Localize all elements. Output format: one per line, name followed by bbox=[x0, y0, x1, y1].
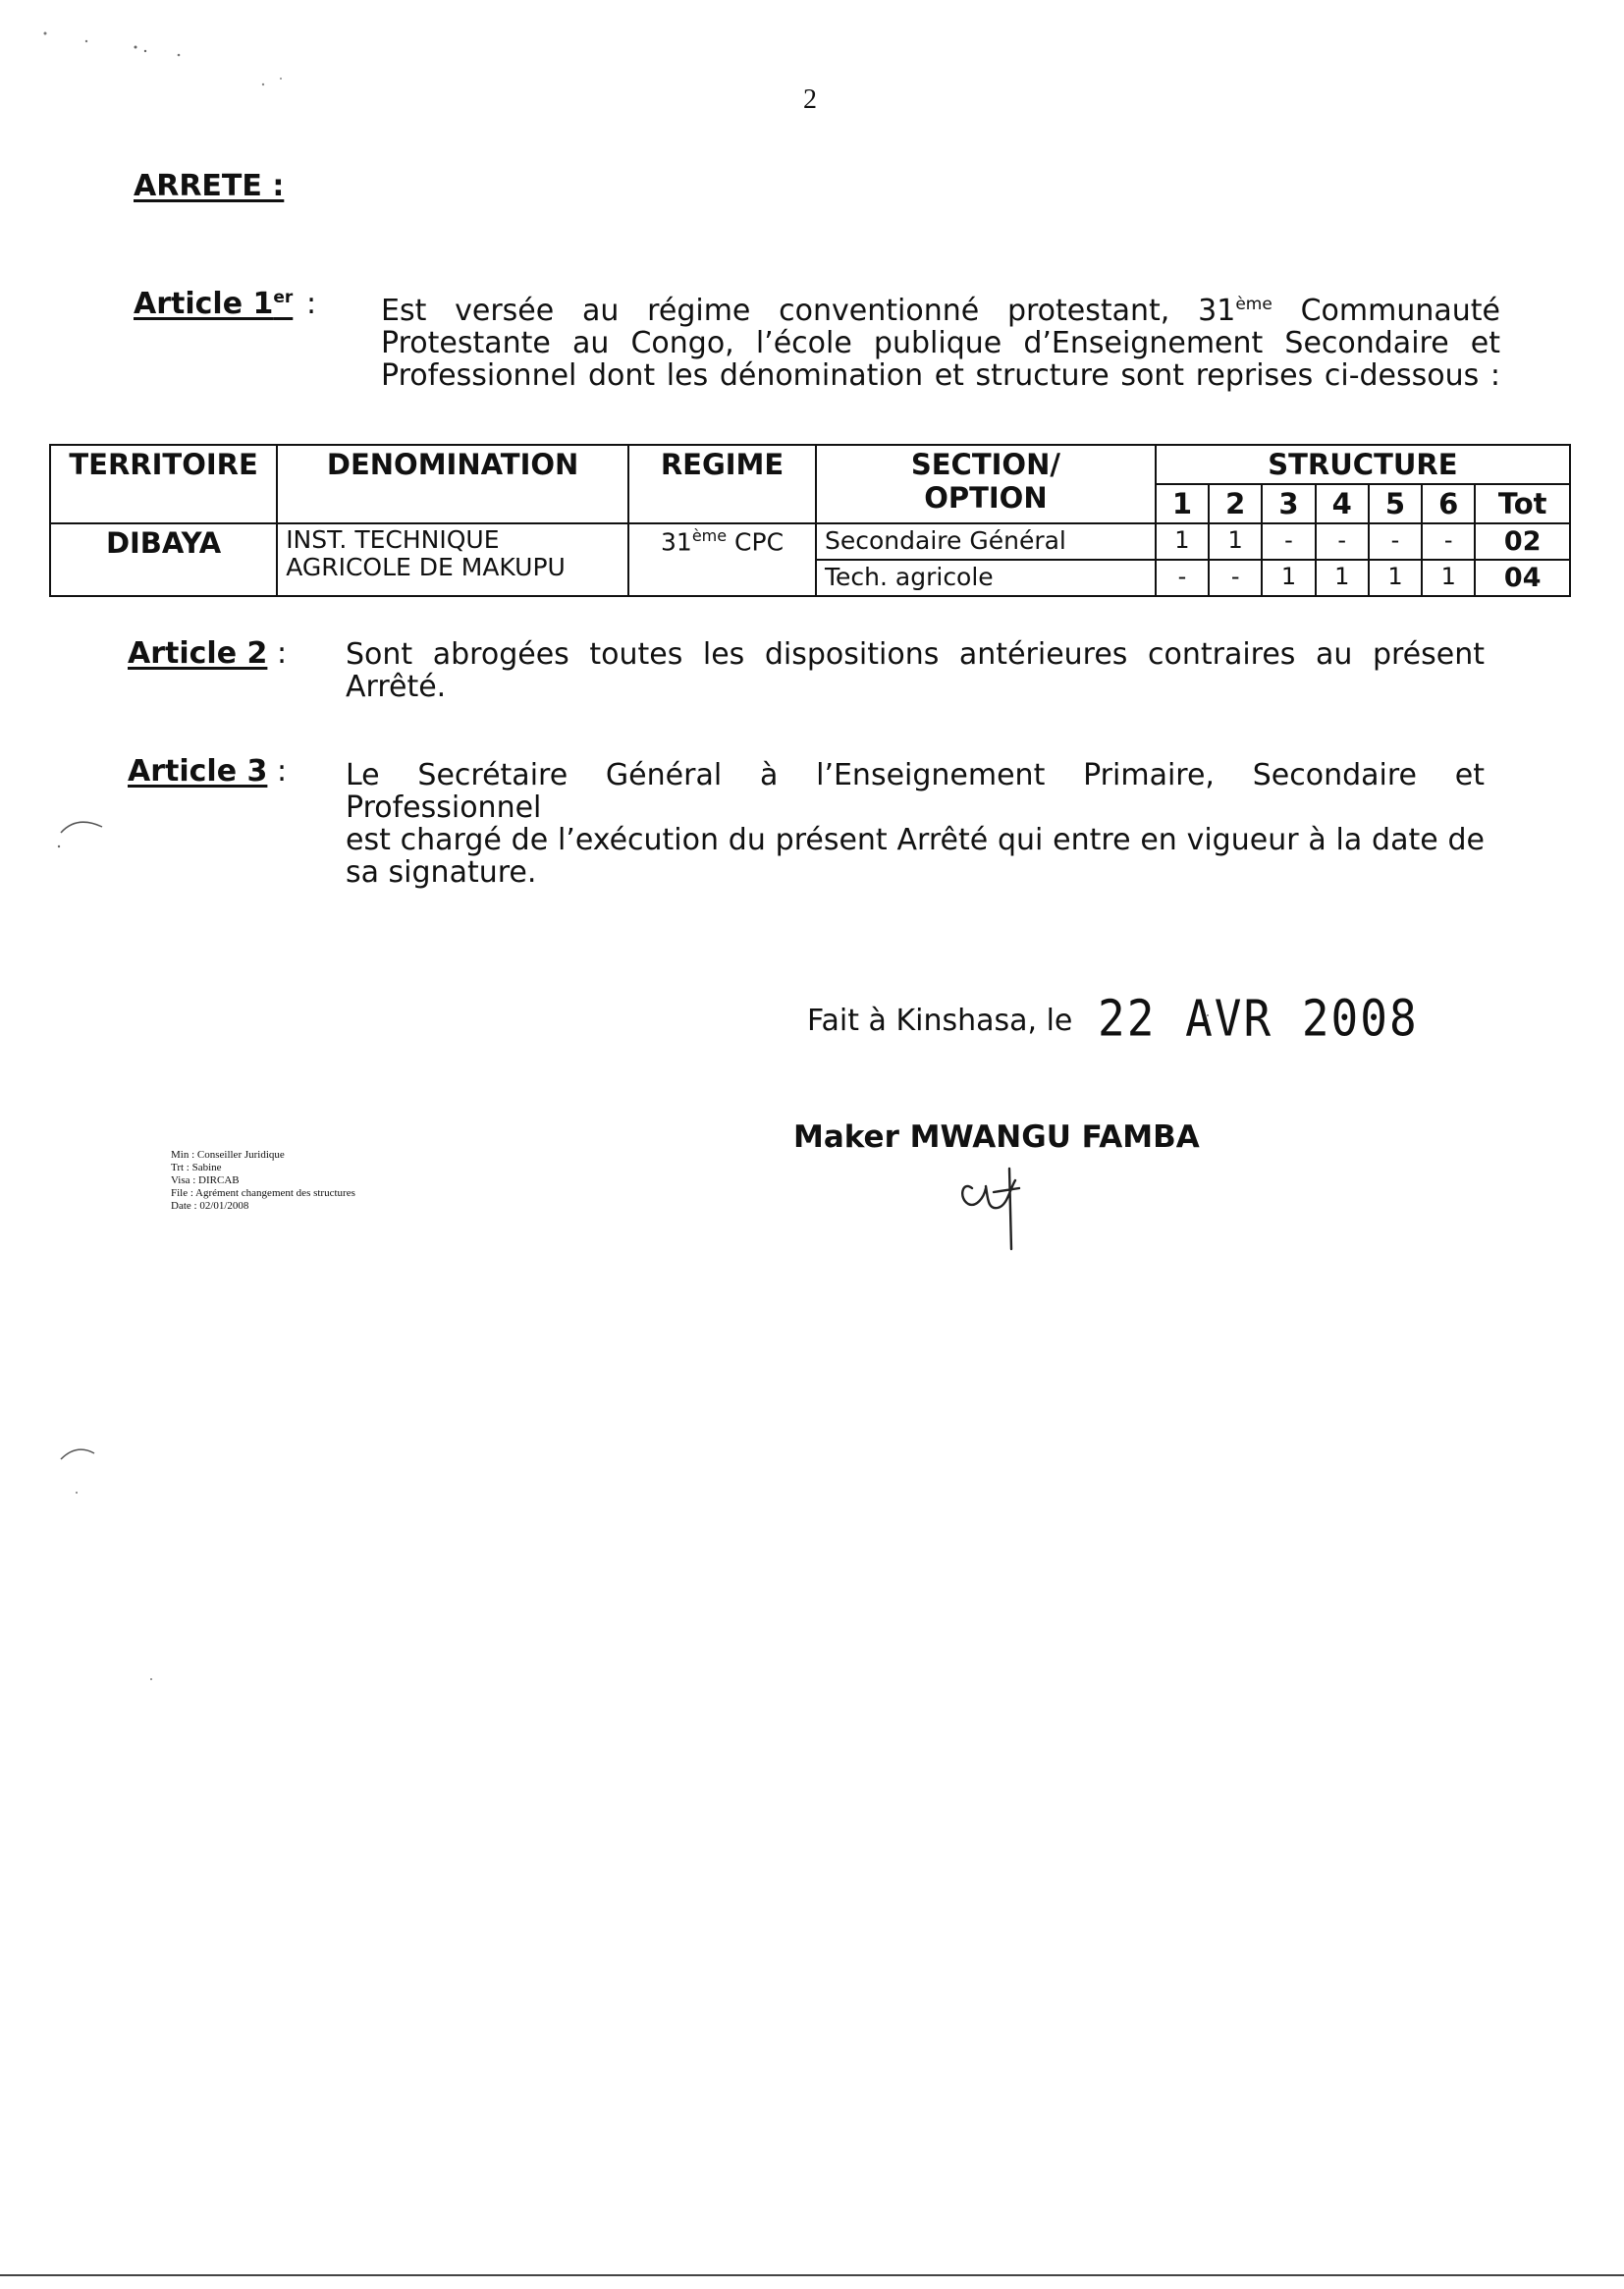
cell-r2-c2: - bbox=[1209, 560, 1262, 596]
article-3-line-1: Le Secrétaire Général à l’Enseignement Primaire, Secondaire et Professionnel bbox=[346, 758, 1485, 825]
header-col-3: 3 bbox=[1262, 484, 1315, 523]
cell-r2-c5: 1 bbox=[1369, 560, 1422, 596]
cell-regime: 31ème CPC bbox=[628, 523, 816, 596]
cell-r2-c4: 1 bbox=[1316, 560, 1369, 596]
signer-name: Maker MWANGU FAMBA bbox=[793, 1119, 1200, 1155]
scan-bottom-edge bbox=[0, 2274, 1624, 2276]
table-header-row-1 bbox=[50, 445, 1570, 484]
table-row bbox=[50, 523, 1570, 560]
article-2-label: Article 2 bbox=[128, 636, 268, 671]
header-section-line-2: OPTION bbox=[924, 481, 1048, 515]
article-3-text bbox=[346, 759, 1485, 889]
cell-section-2: Tech. agricole bbox=[816, 560, 1156, 596]
article-1-line-1: Est versée au régime conventionné protestant, 31ème Communauté bbox=[381, 294, 1500, 328]
date-stamp: 22 AVR 2008 bbox=[1098, 989, 1419, 1048]
header-section-line-1: SECTION/ bbox=[910, 448, 1060, 481]
cell-r1-c6: - bbox=[1422, 523, 1475, 560]
reference-line: Visa : DIRCAB bbox=[171, 1174, 240, 1186]
reference-line: Date : 02/01/2008 bbox=[171, 1200, 249, 1212]
article-2-colon: : bbox=[277, 636, 288, 671]
cell-section-1: Secondaire Général bbox=[816, 523, 1156, 560]
cell-denomination-line-2: AGRICOLE DE MAKUPU bbox=[286, 553, 566, 581]
cell-r1-c4: - bbox=[1316, 523, 1369, 560]
article-3-colon: : bbox=[277, 754, 288, 789]
cell-r2-c3: 1 bbox=[1262, 560, 1315, 596]
header-denomination: DENOMINATION bbox=[277, 445, 628, 523]
header-col-2: 2 bbox=[1209, 484, 1262, 523]
handwritten-signature bbox=[954, 1159, 1043, 1257]
cell-territoire: DIBAYA bbox=[50, 523, 277, 596]
decree-heading: ARRETE : bbox=[134, 169, 285, 203]
article-3-line-3: sa signature. bbox=[346, 855, 537, 890]
header-regime: REGIME bbox=[628, 445, 816, 523]
reference-line: File : Agrément changement des structures bbox=[171, 1187, 355, 1199]
reference-line: Trt : Sabine bbox=[171, 1162, 222, 1173]
article-2-line-2: Arrêté. bbox=[346, 670, 447, 704]
article-1-line-3: Professionnel dont les dénomination et structure sont reprises ci-dessous : bbox=[381, 358, 1500, 393]
article-3-label: Article 3 bbox=[128, 754, 268, 789]
header-col-total: Tot bbox=[1475, 484, 1570, 523]
cell-r1-c2: 1 bbox=[1209, 523, 1262, 560]
cell-denomination-line-1: INST. TECHNIQUE bbox=[286, 525, 500, 554]
cell-r2-c1: - bbox=[1156, 560, 1209, 596]
cell-r2-total: 04 bbox=[1475, 560, 1570, 596]
header-col-6: 6 bbox=[1422, 484, 1475, 523]
cell-r1-c1: 1 bbox=[1156, 523, 1209, 560]
article-2-line-1: Sont abrogées toutes les dispositions antérieures contraires au présent bbox=[346, 637, 1485, 672]
header-section-option bbox=[816, 445, 1156, 523]
article-1-label bbox=[134, 287, 293, 321]
reference-line: Min : Conseiller Juridique bbox=[171, 1149, 285, 1161]
structure-table bbox=[49, 444, 1571, 597]
cell-r1-total: 02 bbox=[1475, 523, 1570, 560]
cell-r1-c5: - bbox=[1369, 523, 1422, 560]
article-1-line-2: Protestante au Congo, l’école publique d’Enseignement Secondaire et bbox=[381, 326, 1500, 360]
header-col-5: 5 bbox=[1369, 484, 1422, 523]
header-structure: STRUCTURE bbox=[1156, 445, 1570, 484]
place-date-prefix: Fait à Kinshasa, le bbox=[807, 1004, 1073, 1038]
reference-notes bbox=[171, 1149, 355, 1213]
header-territoire: TERRITOIRE bbox=[50, 445, 277, 523]
article-2-text bbox=[346, 638, 1485, 703]
article-1-colon: : bbox=[306, 287, 317, 321]
article-1-label-text: Article 1er bbox=[134, 287, 294, 321]
header-col-1: 1 bbox=[1156, 484, 1209, 523]
page-number: 2 bbox=[803, 84, 817, 115]
article-3-line-2: est chargé de l’exécution du présent Arrêté qui entre en vigueur à la date de bbox=[346, 823, 1485, 857]
header-col-4: 4 bbox=[1316, 484, 1369, 523]
cell-r1-c3: - bbox=[1262, 523, 1315, 560]
cell-denomination bbox=[277, 523, 628, 596]
article-1-text bbox=[381, 295, 1500, 392]
cell-r2-c6: 1 bbox=[1422, 560, 1475, 596]
